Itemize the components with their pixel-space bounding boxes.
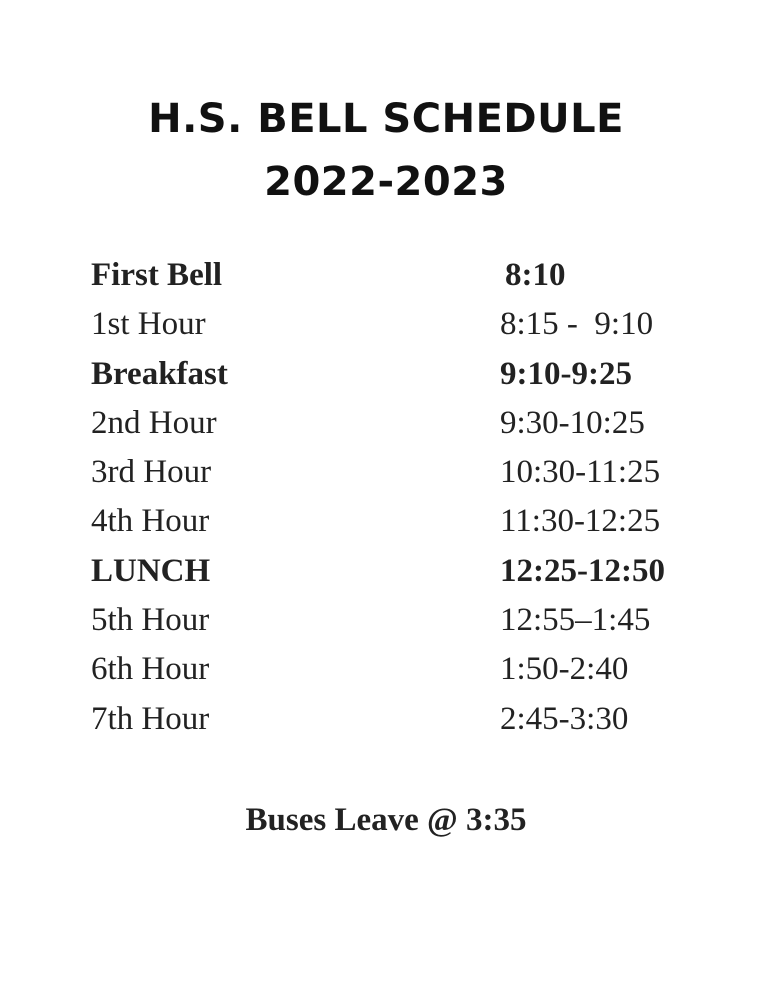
period-label: LUNCH bbox=[91, 552, 211, 589]
schedule-row-2nd-hour bbox=[91, 405, 731, 454]
schedule-row-3rd-hour bbox=[91, 454, 731, 503]
schedule-row-first-bell bbox=[91, 257, 731, 306]
period-label: 7th Hour bbox=[91, 700, 210, 737]
period-label: First Bell bbox=[91, 257, 223, 293]
period-time: 12:25-12:50 bbox=[500, 552, 665, 589]
schedule-list bbox=[91, 257, 731, 750]
period-time: 8:10 bbox=[505, 257, 566, 293]
period-time: 1:50-2:40 bbox=[500, 651, 629, 688]
schedule-row-1st-hour bbox=[91, 306, 731, 355]
period-label: Breakfast bbox=[91, 355, 228, 392]
period-time: 9:30-10:25 bbox=[500, 404, 645, 441]
page-title: H.S. BELL SCHEDULE bbox=[148, 96, 624, 142]
period-time: 8:15 - 9:10 bbox=[500, 306, 654, 343]
period-time: 9:10-9:25 bbox=[500, 355, 632, 392]
period-time: 12:55–1:45 bbox=[500, 602, 651, 639]
schedule-row-5th-hour bbox=[91, 602, 731, 651]
period-time: 10:30-11:25 bbox=[500, 454, 661, 491]
period-label: 1st Hour bbox=[91, 306, 206, 343]
period-label: 3rd Hour bbox=[91, 454, 212, 491]
schedule-row-lunch bbox=[91, 553, 731, 602]
bus-departure-note: Buses Leave @ 3:35 bbox=[245, 802, 527, 838]
period-time: 2:45-3:30 bbox=[500, 700, 629, 737]
schedule-row-6th-hour bbox=[91, 651, 731, 700]
period-label: 2nd Hour bbox=[91, 404, 217, 441]
schedule-row-breakfast bbox=[91, 356, 731, 405]
school-year: 2022-2023 bbox=[264, 159, 508, 205]
period-label: 6th Hour bbox=[91, 651, 210, 688]
schedule-row-4th-hour bbox=[91, 503, 731, 552]
period-time: 11:30-12:25 bbox=[500, 503, 661, 540]
schedule-row-7th-hour bbox=[91, 701, 731, 750]
period-label: 4th Hour bbox=[91, 503, 210, 540]
period-label: 5th Hour bbox=[91, 602, 210, 639]
